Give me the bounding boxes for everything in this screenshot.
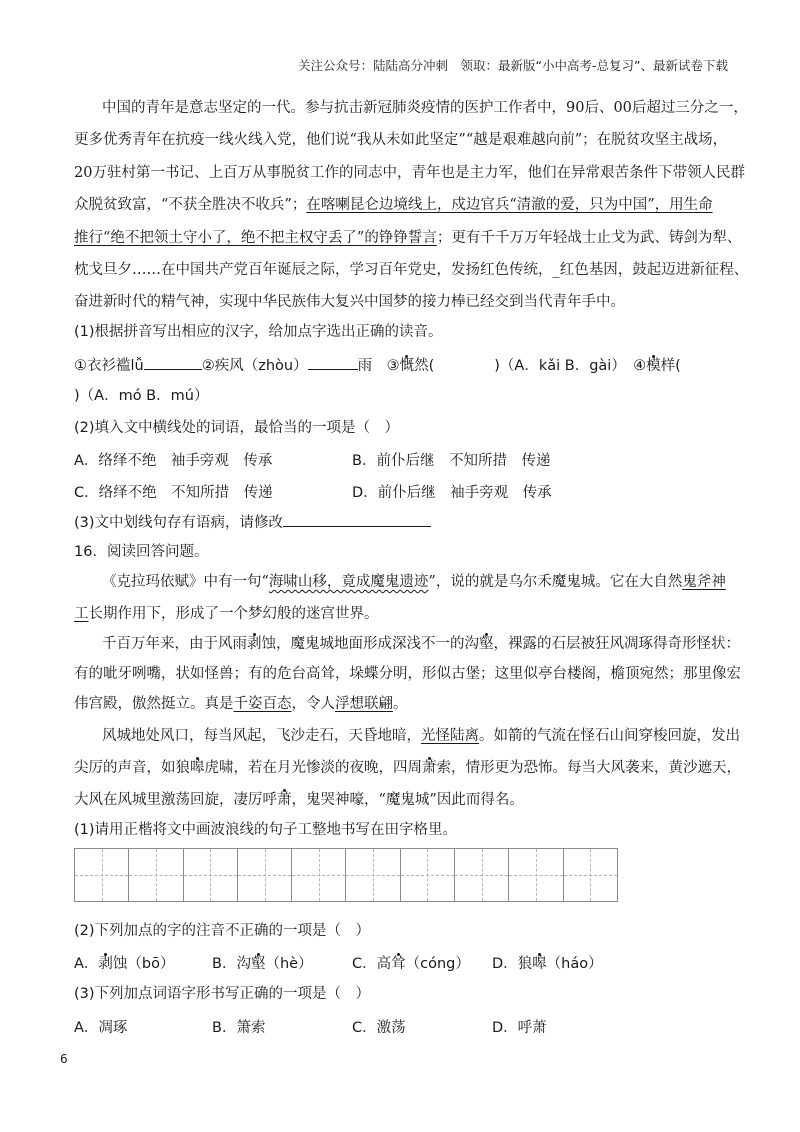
option-label: B．沟 xyxy=(212,956,251,972)
option-text: 蚀（bō） xyxy=(112,956,175,972)
option-d[interactable]: D．前仆后继 袖手旁观 传承 xyxy=(352,485,552,501)
passage2-line xyxy=(74,726,740,746)
passage2-text: 长期作用下，形成了一个梦幻般的迷宫世界。 xyxy=(88,606,379,622)
item-4-text: 样( xyxy=(660,358,681,374)
grid-cell[interactable] xyxy=(564,849,617,901)
passage2-text: 伟宫殿，傲然挺立。真是 xyxy=(74,696,234,712)
passage1-line xyxy=(74,195,730,215)
dotted-char: 剥 xyxy=(247,636,262,652)
option-text: （hè） xyxy=(265,956,313,972)
option-c[interactable]: C．激荡 xyxy=(352,1020,406,1036)
question-16-1-stem: (1)请用正楷将文中画波浪线的句子工整地书写在田字格里。 xyxy=(74,822,458,838)
underlined-word: 千姿百态 xyxy=(233,696,292,712)
dotted-char: 耸 xyxy=(391,956,406,972)
passage2-text: 千百万年来，由于风雨 xyxy=(102,636,247,652)
option-a[interactable]: A．络绎不绝 袖手旁观 传承 xyxy=(74,453,273,469)
option-a[interactable] xyxy=(74,952,175,973)
option-a[interactable]: A．凋琢 xyxy=(74,1020,128,1036)
option-d[interactable] xyxy=(492,952,603,973)
passage2-line: 有的呲牙咧嘴，状如怪兽；有的危台高耸，垛蝶分明，形似古堡；这里似亭台楼阁，檐顶宛然；那里像宏 xyxy=(74,666,741,682)
option-b[interactable]: B．前仆后继 不知所措 传递 xyxy=(352,453,551,469)
underlined-word: 光怪陆离 xyxy=(421,728,479,744)
question-3-stem: (3)文中划线句存有语病，请修改 xyxy=(74,515,284,531)
item-1-text: ①衣衫褴 xyxy=(74,358,131,374)
option-text: （cóng） xyxy=(405,956,470,972)
passage2-line xyxy=(74,790,730,810)
passage2-text: 索，情形更为恐怖。每当大风袭来，黄沙遮天， xyxy=(436,760,741,776)
passage2-text: 风城地处风口，每当风起，飞沙走石，天昏地暗， xyxy=(102,728,421,744)
grid-cell[interactable] xyxy=(238,849,292,901)
dotted-char: 壑 xyxy=(250,956,266,972)
passage2-text: ，鬼哭神嚎，“魔鬼城”因此而得名。 xyxy=(291,792,524,808)
option-label: A． xyxy=(74,956,99,972)
option-label: C．高 xyxy=(352,956,392,972)
answer-blank[interactable] xyxy=(144,355,202,370)
grid-cell[interactable] xyxy=(509,849,563,901)
grid-cell[interactable] xyxy=(129,849,183,901)
option-label: D．狼 xyxy=(492,956,533,972)
passage2-text: ，令人 xyxy=(291,696,335,712)
passage1-line: 枕戈旦夕……在中国共产党百年诞辰之际，学习百年党史，发扬红色传统，_红色基因，鼓起迈进新征程、 xyxy=(74,262,749,278)
page-number: 6 xyxy=(60,1052,68,1066)
dotted-char: 壑 xyxy=(479,636,494,652)
passage1-text: 众脱贫致富，“不获全胜决不收兵”； xyxy=(74,197,307,213)
passage2-line xyxy=(74,758,741,778)
underlined-word: 鬼斧神 xyxy=(682,574,726,590)
grid-cell[interactable] xyxy=(292,849,346,901)
dotted-char: 萧 xyxy=(422,760,437,776)
passage2-text: 尖厉的声音，如狼 xyxy=(74,760,190,776)
grid-cell[interactable] xyxy=(401,849,455,901)
option-b[interactable]: B．箫索 xyxy=(212,1020,266,1036)
grid-cell[interactable] xyxy=(75,849,129,901)
dotted-char: 模 xyxy=(646,358,661,374)
underlined-word: 浮想联翩 xyxy=(335,696,393,712)
passage1-line: 奋进新时代的精气神，实现中华民族伟大复兴中国梦的接力棒已经交到当代青年手中。 xyxy=(74,294,625,310)
dotted-char: 萧 xyxy=(277,792,292,808)
grid-cell[interactable] xyxy=(184,849,238,901)
passage2-line xyxy=(74,572,730,592)
item-2-suffix: 雨 ③ xyxy=(357,358,400,374)
item-3-options: )（A．kǎi B．gài） ④ xyxy=(494,358,647,374)
passage1-line: 更多优秀青年在抗疫一线火线入党，他们说“我从未如此坚定”“越是艰难越向前”；在脱贫攻坚主战场， xyxy=(74,132,728,148)
option-c[interactable]: C．络绎不绝 不知所措 传递 xyxy=(74,485,273,501)
option-b[interactable] xyxy=(212,952,313,973)
grid-cell[interactable] xyxy=(455,849,509,901)
option-c[interactable] xyxy=(352,952,470,973)
passage1-line: 中国的青年是意志坚定的一代。参与抗击新冠肺炎疫情的医护工作者中，90后、00后超过三分之一， xyxy=(102,100,748,116)
passage2-line xyxy=(74,604,730,624)
question-16-2-stem: (2)下列加点的字的注音不正确的一项是（ ） xyxy=(74,923,371,939)
passage2-text: 《克拉玛依赋》中有一句“ xyxy=(102,574,269,590)
pinyin-lv: lǚ xyxy=(130,358,144,374)
question-1-items xyxy=(74,355,730,376)
dotted-char: 慨 xyxy=(399,358,415,374)
passage2-text: 。如箭的气流在怪石山间穿梭回旋，发出 xyxy=(479,728,740,744)
dotted-char: 剥 xyxy=(98,956,113,972)
passage2-text: ，裸露的石层被狂风凋琢得奇形怪状： xyxy=(493,636,740,652)
passage1-line xyxy=(74,228,742,248)
passage2-text: 。 xyxy=(393,696,408,712)
dotted-char: 嗥 xyxy=(532,956,547,972)
underlined-sentence: 推行“绝不把领土守小了，绝不把主权守丢了”的铮铮誓言 xyxy=(74,230,437,246)
question-1-stem: (1)根据拼音写出相应的汉字，给加点字选出正确的读音。 xyxy=(74,324,443,340)
underlined-word: 工 xyxy=(74,606,89,622)
answer-blank[interactable] xyxy=(283,512,431,527)
wavy-sentence: 海啸山移，竟成魔鬼遗迹 xyxy=(268,574,429,590)
option-text: （háo） xyxy=(546,956,603,972)
question-16-3-stem: (3)下列加点词语字形书写正确的一项是（ ） xyxy=(74,986,371,1002)
passage2-line xyxy=(74,694,730,714)
question-3 xyxy=(74,512,730,533)
passage1-line: 20万驻村第一书记、上百万从事脱贫工作的同志中，青年也是主力军，他们在异常艰苦条件下带领人民群 xyxy=(74,165,745,181)
question-1-line2: )（A．mó B．mú） xyxy=(74,388,209,404)
underlined-sentence: 在喀喇昆仑边境线上，戍边官兵“清澈的爱，只为中国”，用生命 xyxy=(306,197,713,213)
answer-blank[interactable] xyxy=(308,355,358,370)
item-3-text: 然( xyxy=(414,358,435,374)
option-d[interactable]: D．呼萧 xyxy=(492,1020,547,1036)
question-16-title: 16．阅读回答问题。 xyxy=(74,544,209,560)
dotted-char: 嗥 xyxy=(190,760,205,776)
passage2-text: ”，说的就是乌尔禾魔鬼城。它在大自然 xyxy=(428,574,683,590)
tianzige-grid[interactable] xyxy=(74,848,618,902)
passage2-text: 蚀，魔鬼城地面形成深浅不一的沟 xyxy=(261,636,479,652)
page-header: 关注公众号：陆陆高分冲刺 领取：最新版“小中高考-总复习”、最新试卷下载 xyxy=(298,58,728,73)
passage1-text: ；更有千千万万年轻战士止戈为武、铸剑为犁、 xyxy=(436,230,742,246)
passage2-line xyxy=(74,634,740,654)
passage2-text: 虎啸，若在月光惨淡的夜晚，四周 xyxy=(204,760,422,776)
question-2-stem: (2)填入文中横线处的词语，最恰当的一项是（ ） xyxy=(74,420,400,436)
passage2-text: 大风在风城里激荡回旋，凄厉呼 xyxy=(74,792,277,808)
item-2-text: ②疾风（zhòu） xyxy=(201,358,308,374)
grid-cell[interactable] xyxy=(346,849,400,901)
